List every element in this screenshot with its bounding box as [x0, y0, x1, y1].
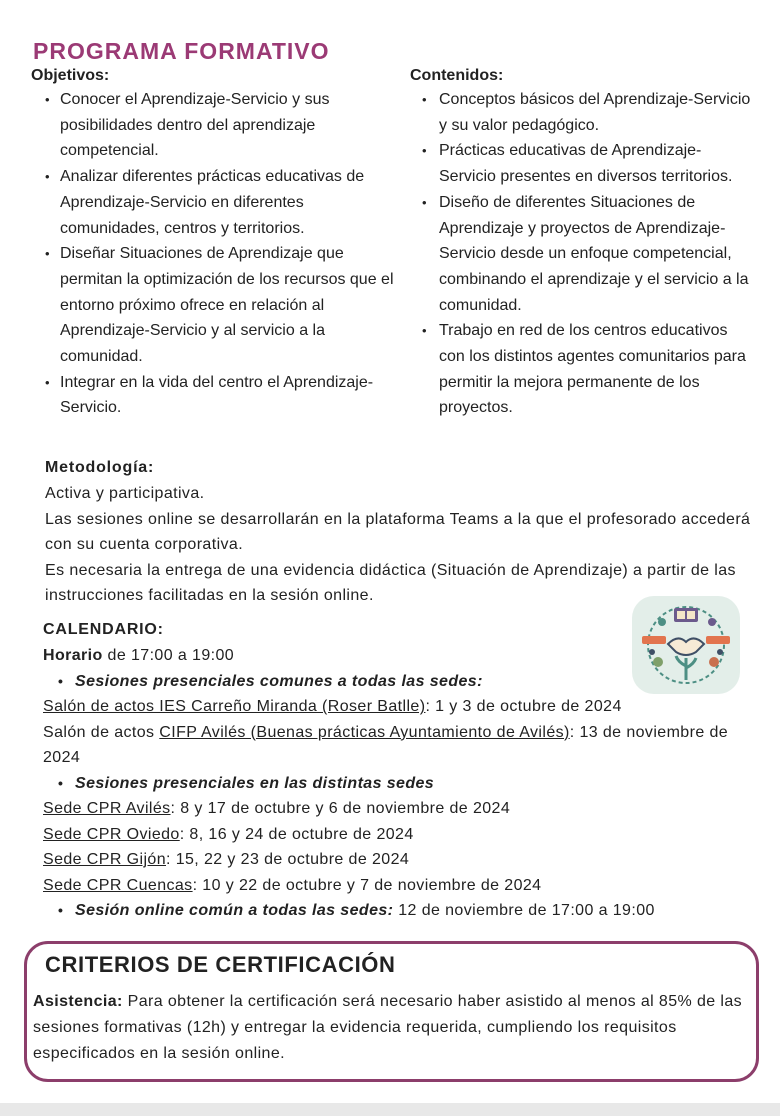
- list-item: • Conocer el Aprendizaje-Servicio y sus posibilidades dentro del aprendizaje competencial.: [31, 87, 396, 164]
- objetivos-section: [31, 65, 396, 421]
- list-item: • Prácticas educativas de Aprendizaje-Servicio presentes en diversos territorios.: [410, 138, 755, 189]
- session-dates: : 1 y 3 de octubre de 2024: [425, 698, 622, 715]
- session-place: Sede CPR Cuencas: [43, 876, 193, 894]
- contenidos-heading: Contenidos:: [410, 67, 504, 84]
- metodologia-heading: Metodología:: [45, 459, 155, 476]
- session-line: [43, 694, 763, 720]
- session-place: CIFP Avilés (Buenas prácticas Ayuntamiento de Avilés): [159, 723, 570, 741]
- session-dates: : 13 de noviembre de 2024: [43, 723, 729, 766]
- session-place: Sede CPR Gijón: [43, 851, 166, 868]
- list-item: • Diseñar Situaciones de Aprendizaje que permitan la optimización de los recursos que el entorno próximo ofrece en relación al Aprendizaje-Servicio y al servicio a la comunidad.: [31, 241, 396, 370]
- horario-label: Horario: [43, 647, 103, 664]
- session-dates: : 10 y 22 de octubre y 7 de noviembre de 2024: [192, 876, 542, 894]
- session-dates: : 15, 22 y 23 de octubre de 2024: [166, 851, 410, 868]
- asistencia-label: Asistencia:: [33, 993, 123, 1010]
- asistencia-text: Para obtener la certificación será necesario haber asistido al menos al 85% de las sesiones formativas (12h) y entregar la evidencia requerida, cumpliendo los requisitos especificados en la sesión online.: [33, 993, 743, 1062]
- list-item: • Conceptos básicos del Aprendizaje-Servicio y su valor pedagógico.: [410, 87, 755, 138]
- contenidos-section: [410, 65, 755, 421]
- calendario-section: [43, 617, 763, 924]
- horario-line: [43, 643, 763, 669]
- session-place: Sede CPR Avilés: [43, 800, 171, 817]
- session-dates: : 8 y 17 de octubre y 6 de noviembre de 2024: [170, 800, 511, 817]
- certificacion-heading: CRITERIOS DE CERTIFICACIÓN: [45, 952, 396, 977]
- metodologia-line: Las sesiones online se desarrollarán en la plataforma Teams a la que el profesorado accederá con su cuenta corporativa.: [45, 510, 751, 553]
- list-item: • Integrar en la vida del centro el Aprendizaje-Servicio.: [31, 370, 396, 421]
- metodologia-section: [45, 455, 765, 609]
- comunes-heading: • Sesiones presenciales comunes a todas las sedes:: [43, 669, 763, 695]
- session-line: [43, 847, 763, 873]
- session-line: [43, 796, 763, 822]
- page-title: PROGRAMA FORMATIVO: [33, 38, 330, 64]
- sedes-heading: • Sesiones presenciales en las distintas sedes: [43, 771, 763, 797]
- bottom-edge: [0, 1103, 780, 1116]
- session-place: Salón de actos IES Carreño Miranda (Roser Batlle): [43, 698, 426, 715]
- session-line: [43, 720, 763, 771]
- list-item: • Analizar diferentes prácticas educativas de Aprendizaje-Servicio en diferentes comunidades, centros y territorios.: [31, 164, 396, 241]
- certificacion-box: [24, 941, 759, 1082]
- certificacion-text-block: [33, 989, 743, 1067]
- online-value: 12 de noviembre de 17:00 a 19:00: [393, 902, 655, 919]
- objetivos-heading: Objetivos:: [31, 67, 110, 84]
- session-prefix: Salón de actos: [43, 723, 160, 741]
- session-place: Sede CPR Oviedo: [43, 825, 180, 843]
- contenidos-list: [410, 87, 755, 421]
- session-line: [43, 873, 763, 899]
- online-heading: Sesión online común a todas las sedes:: [75, 902, 394, 919]
- metodologia-line: Activa y participativa.: [45, 485, 205, 502]
- objetivos-list: [31, 87, 396, 421]
- metodologia-line: Es necesaria la entrega de una evidencia didáctica (Situación de Aprendizaje) a partir de las instrucciones facilitadas en la sesión online.: [45, 561, 736, 604]
- list-item: • Diseño de diferentes Situaciones de Aprendizaje y proyectos de Aprendizaje-Servicio desde un enfoque competencial, combinando el aprendizaje y el servicio a la comunidad.: [410, 190, 755, 319]
- list-item: • Trabajo en red de los centros educativos con los distintos agentes comunitarios para permitir la mejora permanente de los proyectos.: [410, 318, 755, 421]
- calendario-heading: CALENDARIO:: [43, 621, 164, 638]
- online-line: [43, 898, 763, 924]
- session-line: [43, 822, 763, 848]
- horario-value: de 17:00 a 19:00: [102, 647, 235, 664]
- session-dates: : 8, 16 y 24 de octubre de 2024: [179, 825, 414, 843]
